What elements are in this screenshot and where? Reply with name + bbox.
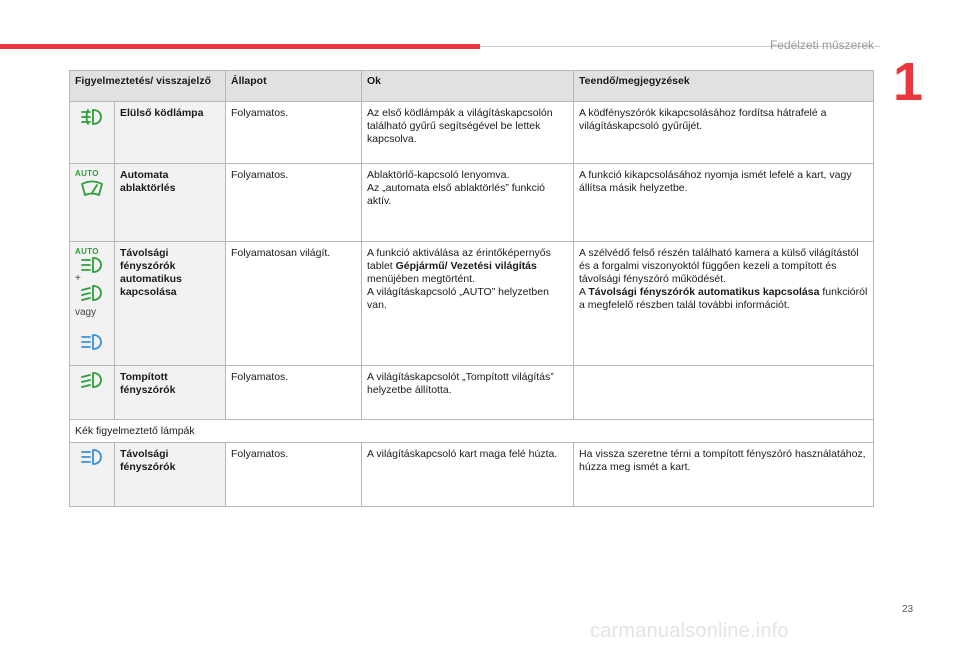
plus-sign: +	[75, 273, 81, 284]
page-number: 23	[902, 604, 914, 615]
section-title-blue-lamps: Kék figyelmeztető lámpák	[70, 420, 874, 443]
table-row	[70, 242, 874, 366]
high-beam-icon	[80, 448, 104, 466]
action-cell	[574, 366, 874, 420]
chapter-number: 1	[893, 52, 924, 112]
auto-label: AUTO	[75, 247, 99, 256]
warning-lights-table	[69, 70, 874, 507]
auto-high-beam-green-icon	[80, 256, 104, 274]
indicator-name: Távolsági fényszórók automatikus kapcsolása	[115, 242, 226, 366]
high-beam-blue-icon	[80, 333, 104, 351]
header-action: Teendő/megjegyzések	[574, 71, 874, 102]
header-cause: Ok	[362, 71, 574, 102]
action-line: A Távolsági fényszórók automatikus kapcsolása funkcióról a megfelelő részben talál további információt.	[579, 286, 868, 311]
table-row	[70, 366, 874, 420]
header-state: Állapot	[226, 71, 362, 102]
state-cell: Folyamatos.	[226, 102, 362, 164]
or-label: vagy	[75, 307, 97, 318]
action-cell: Ha vissza szeretne térni a tompított fényszóró használatához, húzza meg ismét a kart.	[574, 443, 874, 507]
dipped-beam-icon	[80, 371, 104, 389]
section-row	[70, 420, 874, 443]
cause-cell: Az első ködlámpák a világításkapcsolón található gyűrű segítségével be lettek kapcsolva.	[362, 102, 574, 164]
table-row	[70, 164, 874, 242]
cause-cell	[362, 164, 574, 242]
table-row	[70, 443, 874, 507]
cause-line: A világításkapcsoló „AUTO” helyzetben van.	[367, 286, 549, 311]
action-cell	[574, 242, 874, 366]
cause-line: Az „automata első ablaktörlés” funkció aktív.	[367, 182, 546, 207]
watermark: carmanualsonline.info	[590, 620, 789, 642]
state-cell: Folyamatos.	[226, 366, 362, 420]
action-line: A szélvédő felső részén található kamera a külső világítástól és a forgalmi viszonyoktól függően kezeli a tompított és távolsági fényszóró működését.	[579, 247, 859, 285]
feature-name: Távolsági fényszórók automatikus kapcsolása	[588, 286, 820, 298]
table-row	[70, 102, 874, 164]
indicator-name: Tompított fényszórók	[115, 366, 226, 420]
indicator-name: Elülső ködlámpa	[115, 102, 226, 164]
cause-cell: A világításkapcsoló kart maga felé húzta.	[362, 443, 574, 507]
indicator-name: Távolsági fényszórók	[115, 443, 226, 507]
header-indicator: Figyelmeztetés/ visszajelző	[70, 71, 226, 102]
front-fog-lamp-icon	[80, 107, 104, 127]
header-accent-bar	[0, 44, 480, 49]
cause-cell	[362, 242, 574, 366]
state-cell: Folyamatos.	[226, 164, 362, 242]
state-cell: Folyamatosan világít.	[226, 242, 362, 366]
menu-path: Gépjármű/ Vezetési világítás	[395, 260, 537, 272]
table-header-row	[70, 71, 874, 102]
indicator-name: Automata ablaktörlés	[115, 164, 226, 242]
state-cell: Folyamatos.	[226, 443, 362, 507]
action-cell: A ködfényszórók kikapcsolásához fordítsa hátrafelé a világításkapcsoló gyűrűjét.	[574, 102, 874, 164]
auto-wiper-icon	[79, 178, 105, 198]
action-cell: A funkció kikapcsolásához nyomja ismét lefelé a kart, vagy állítsa másik helyzetbe.	[574, 164, 874, 242]
cause-line: A funkció aktiválása az érintőképernyős tablet Gépjármű/ Vezetési világítás menüjében megtörtént.	[367, 247, 551, 285]
cause-line: Ablaktörlő-kapcsoló lenyomva.	[367, 169, 510, 181]
auto-label: AUTO	[75, 169, 99, 178]
dipped-beam-green-icon	[80, 284, 104, 302]
cause-cell: A világításkapcsolót „Tompított világítás” helyzetbe állította.	[362, 366, 574, 420]
section-title: Fedélzeti műszerek	[769, 38, 874, 52]
